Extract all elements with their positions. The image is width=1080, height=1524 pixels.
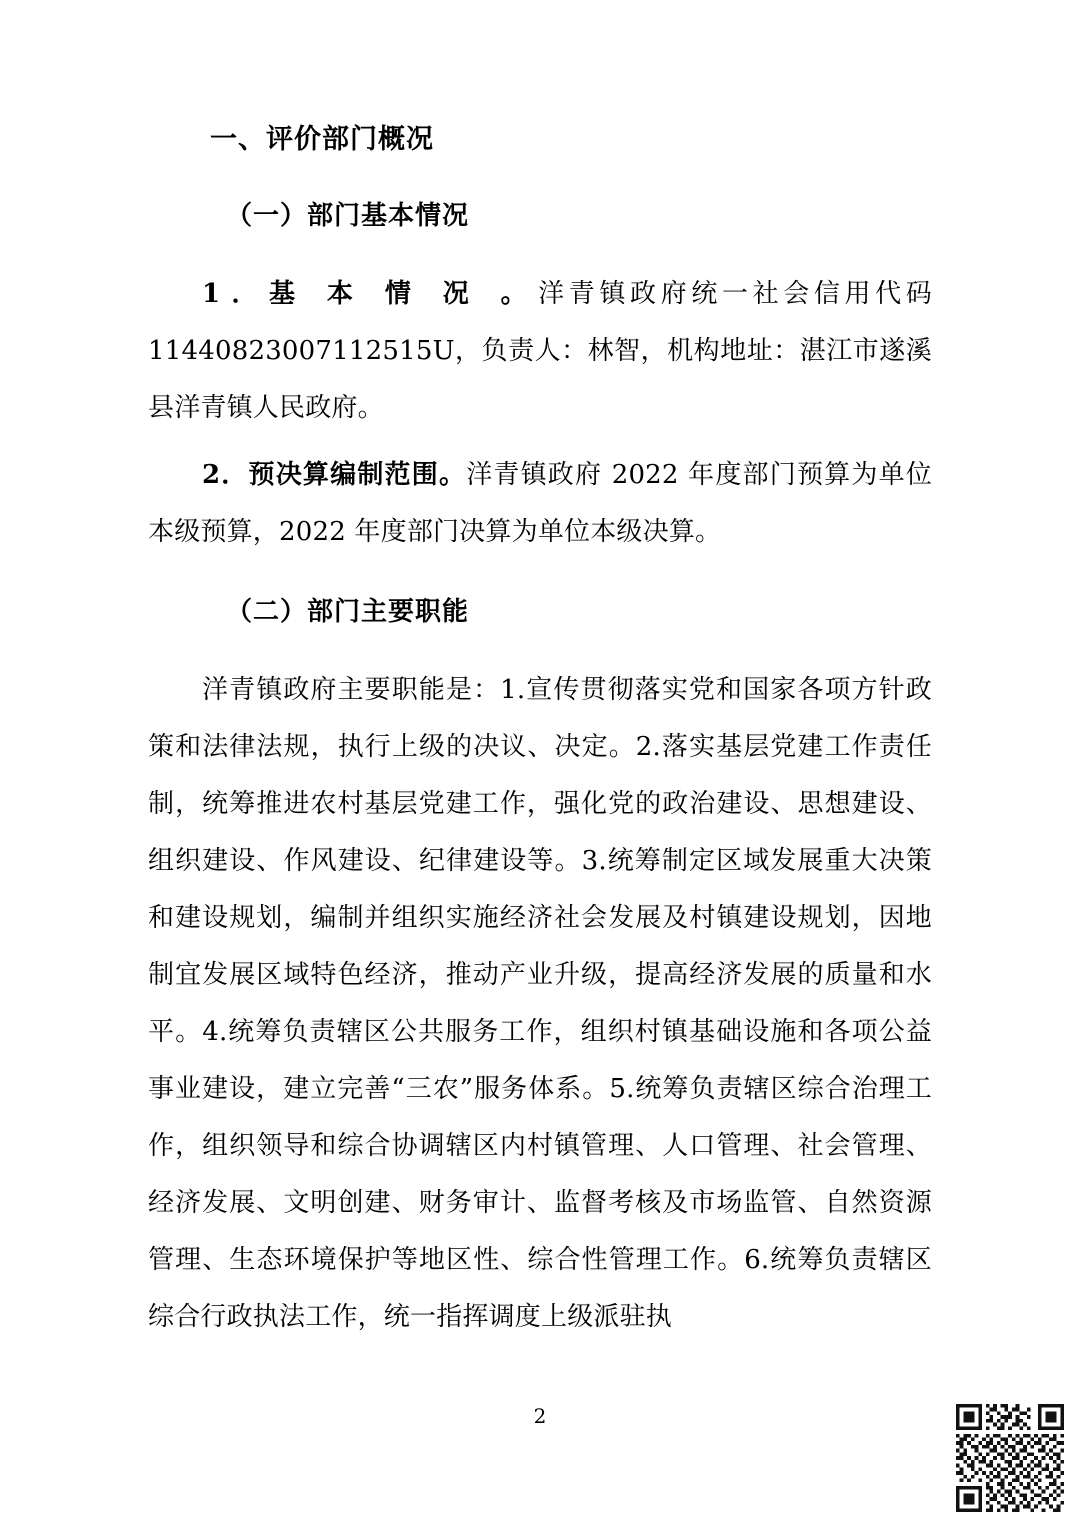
paragraph-lead-2: 2．预决算编制范围。	[202, 459, 467, 490]
document-body	[148, 120, 932, 1346]
subsection-heading-1-1: （一）部门基本情况	[226, 200, 470, 231]
paragraph-budget-scope	[148, 447, 932, 561]
paragraph-text-3: 洋青镇政府主要职能是：1.宣传贯彻落实党和国家各项方针政策和法律法规，执行上级的决议、决定。2.落实基层党建工作责任制，统筹推进农村基层党建工作，强化党的政治建设、思想建设、组织建设、作风建设、纪律建设等。3.统筹制定区域发展重大决策和建设规划，编制并组织实施经济社会发展及村镇建设规划，因地制宜发展区域特色经济，推动产业升级，提高经济发展的质量和水平。4.统筹负责辖区公共服务工作，组织村镇基础设施和各项公益事业建设，建立完善“三农”服务体系。5.统筹负责辖区综合治理工作，组织领导和综合协调辖区内村镇管理、人口管理、社会管理、经济发展、文明创建、财务审计、监督考核及市场监管、自然资源管理、生态环境保护等地区性、综合性管理工作。6.统筹负责辖区综合行政执法工作，统一指挥调度上级派驻执	[148, 674, 932, 1332]
paragraph-basic-info	[148, 266, 932, 437]
qr-code-stamp	[956, 1404, 1064, 1512]
paragraph-lead-1: 1．基 本 情 况 。	[202, 278, 539, 309]
paragraph-main-duties	[148, 662, 932, 1346]
section-heading-1: 一、评价部门概况	[210, 124, 434, 155]
paragraph-text-2: 洋青镇政府 2022 年度部门预算为单位本级预算，2022 年度部门决算为单位本级决算。	[148, 459, 933, 547]
page-number: 2	[533, 1404, 547, 1428]
spacer	[148, 579, 932, 593]
paragraph-text-1: 洋青镇政府统一社会信用代码 11440823007112515U，负责人：林智，机构地址：湛江市遂溪县洋青镇人民政府。	[148, 278, 932, 423]
subsection-heading-1-2: （二）部门主要职能	[226, 596, 470, 627]
